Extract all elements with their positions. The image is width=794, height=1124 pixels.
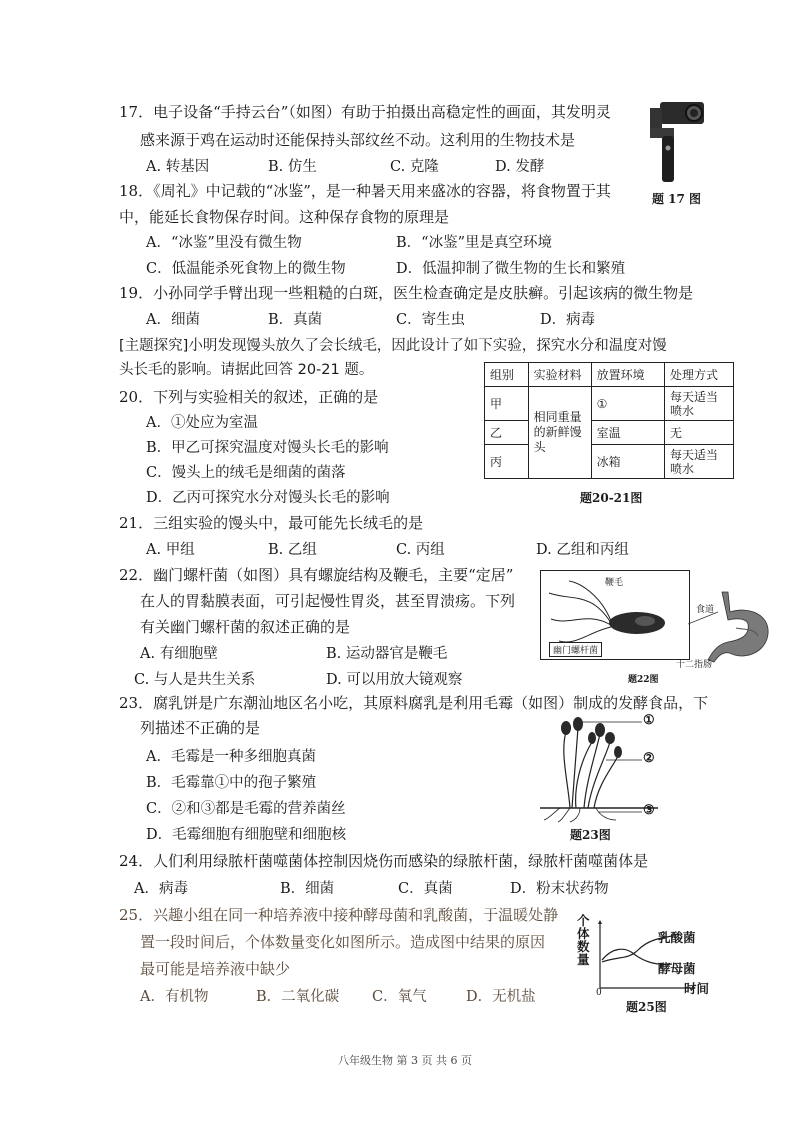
q25-line3: 最可能是培养液中缺少 [140, 960, 291, 978]
q25-x-axis-label: 时间 [684, 981, 710, 996]
table-header: 处理方式 [665, 363, 734, 387]
table-cell-group: 甲 [485, 387, 529, 421]
q18-line1: 18．《周礼》中记载的“冰鉴”，是一种暑天用来盛冰的容器，将食物置于其 [119, 182, 611, 200]
q17-caption: 题 17 图 [652, 192, 702, 206]
q18-option-b: B．“冰鉴”里是真空环境 [396, 235, 552, 251]
q23-caption: 题23图 [570, 828, 611, 842]
q25-origin-label: 0 [596, 988, 602, 998]
flagella-label: 鞭毛 [605, 578, 624, 588]
q21-line1: 21．三组实验的馒头中，最可能先长绒毛的是 [119, 514, 424, 532]
table-header: 实验材料 [528, 363, 591, 387]
table-cell-env: ① [591, 387, 664, 421]
q23-line1: 23．腐乳饼是广东潮汕地区名小吃，其原料腐乳是利用毛霉（如图）制成的发酵食品，下 [119, 694, 709, 712]
q19-option-a: A．细菌 [146, 312, 200, 328]
q17-line1: 17．电子设备“手持云台”（如图）有助于拍摄出高稳定性的画面，其发明灵 [119, 103, 611, 121]
q22-line2: 在人的胃黏膜表面，可引起慢性胃炎，甚至胃溃疡。下列 [140, 592, 516, 610]
duodenum-label: 十二指肠 [676, 660, 713, 670]
theme-line2: 头长毛的影响。请据此回答 20-21 题。 [119, 362, 374, 378]
table-cell-treat: 每天适当喷水 [665, 387, 734, 421]
q20-option-d: D．乙丙可探究水分对馒头长毛的影响 [146, 490, 390, 506]
page-footer: 八年级生物 第 3 页 共 6 页 [338, 1054, 472, 1067]
q25-series-yeast: 酵母菌 [658, 961, 696, 976]
q21-option-c: C. 丙组 [396, 542, 445, 558]
mucor-marker-3: ③ [643, 803, 655, 818]
q23-option-b: B．毛霉靠①中的孢子繁殖 [146, 775, 317, 791]
q23-option-d: D．毛霉细胞有细胞壁和细胞核 [146, 827, 347, 843]
q20-option-c: C．馒头上的绒毛是细菌的菌落 [146, 465, 346, 481]
table-cell-env: 冰箱 [591, 445, 664, 479]
q21-option-a: A. 甲组 [146, 542, 195, 558]
q20-option-a: A．①处应为室温 [146, 415, 258, 431]
q23-line2: 列描述不正确的是 [140, 719, 261, 737]
q25-option-c: C．氧气 [372, 989, 427, 1005]
q22-line3: 有关幽门螺杆菌的叙述正确的是 [140, 618, 351, 636]
experiment-table [484, 362, 734, 479]
table-cell-treat: 无 [665, 421, 734, 445]
table-cell-treat: 每天适当喷水 [665, 445, 734, 479]
q22-option-d: D. 可以用放大镜观察 [326, 672, 463, 688]
q22-line1: 22．幽门螺杆菌（如图）具有螺旋结构及鞭毛，主要“定居” [119, 566, 514, 584]
mucor-marker-1: ① [643, 713, 655, 728]
q24-line1: 24．人们利用绿脓杆菌噬菌体控制因烧伤而感染的绿脓杆菌，绿脓杆菌噬菌体是 [119, 852, 649, 870]
q19-option-c: C．寄生虫 [396, 312, 466, 328]
table-cell-env: 室温 [591, 421, 664, 445]
bacterium-figure-box [540, 570, 690, 660]
q18-line2: 中，能延长食物保存时间。这种保存食物的原理是 [119, 208, 450, 226]
q19-option-b: B．真菌 [268, 312, 323, 328]
q18-option-a: A．“冰鉴”里没有微生物 [146, 235, 302, 251]
q17-option-c: C. 克隆 [390, 159, 439, 175]
q25-line2: 置一段时间后，个体数量变化如图所示。造成图中结果的原因 [140, 933, 546, 951]
q19-line1: 19．小孙同学手臂出现一些粗糙的白斑，医生检查确定是皮肤癣。引起该病的微生物是 [119, 284, 694, 302]
q23-option-c: C．②和③都是毛霉的营养菌丝 [146, 801, 346, 817]
q17-option-b: B. 仿生 [268, 159, 317, 175]
q25-series-lactic: 乳酸菌 [658, 930, 696, 945]
q24-option-b: B．细菌 [280, 881, 335, 897]
q25-y-axis-label: 个体数量 [577, 913, 590, 967]
q24-option-c: C．真菌 [398, 881, 453, 897]
q17-option-d: D. 发酵 [495, 159, 545, 175]
table-header: 放置环境 [591, 363, 664, 387]
q18-option-c: C．低温能杀死食物上的微生物 [146, 261, 346, 277]
gimbal-figure [636, 98, 708, 188]
table-cell-group: 丙 [485, 445, 529, 479]
q25-line1: 25．兴趣小组在同一种培养液中接种酵母菌和乳酸菌，于温暖处静 [119, 906, 559, 924]
q20-line1: 20．下列与实验相关的叙述，正确的是 [119, 388, 379, 406]
table-caption: 题20-21图 [580, 491, 643, 505]
q22-option-a: A. 有细胞壁 [140, 646, 218, 662]
q25-caption: 题25图 [626, 1000, 667, 1014]
q21-option-d: D. 乙组和丙组 [536, 542, 629, 558]
q24-option-d: D．粉末状药物 [510, 881, 609, 897]
q23-option-a: A．毛霉是一种多细胞真菌 [146, 749, 316, 765]
q24-option-a: A．病毒 [134, 881, 188, 897]
q22-option-b: B. 运动器官是鞭毛 [326, 646, 448, 662]
q21-option-b: B. 乙组 [268, 542, 317, 558]
q17-line2: 感来源于鸡在运动时还能保持头部纹丝不动。这利用的生物技术是 [140, 131, 576, 149]
theme-line1: [主题探究]小明发现馒头放久了会长绒毛，因此设计了如下实验，探究水分和温度对馒 [119, 338, 667, 354]
esophagus-label: 食道 [696, 605, 715, 615]
q25-option-b: B．二氧化碳 [256, 989, 340, 1005]
q22-caption: 题22图 [628, 675, 659, 685]
q20-option-b: B．甲乙可探究温度对馒头长毛的影响 [146, 440, 389, 456]
bacterium-label: 幽门螺杆菌 [549, 642, 602, 657]
q25-option-a: A．有机物 [140, 989, 209, 1005]
q22-option-c: C. 与人是共生关系 [134, 672, 256, 688]
q19-option-d: D．病毒 [540, 312, 596, 328]
table-cell-group: 乙 [485, 421, 529, 445]
q17-option-a: A. 转基因 [146, 159, 210, 175]
q18-option-d: D．低温抑制了微生物的生长和繁殖 [396, 261, 626, 277]
q25-option-d: D．无机盐 [466, 989, 536, 1005]
table-cell-material: 相同重量的新鲜馒头 [528, 387, 591, 479]
mucor-marker-2: ② [643, 751, 655, 766]
table-header: 组别 [485, 363, 529, 387]
